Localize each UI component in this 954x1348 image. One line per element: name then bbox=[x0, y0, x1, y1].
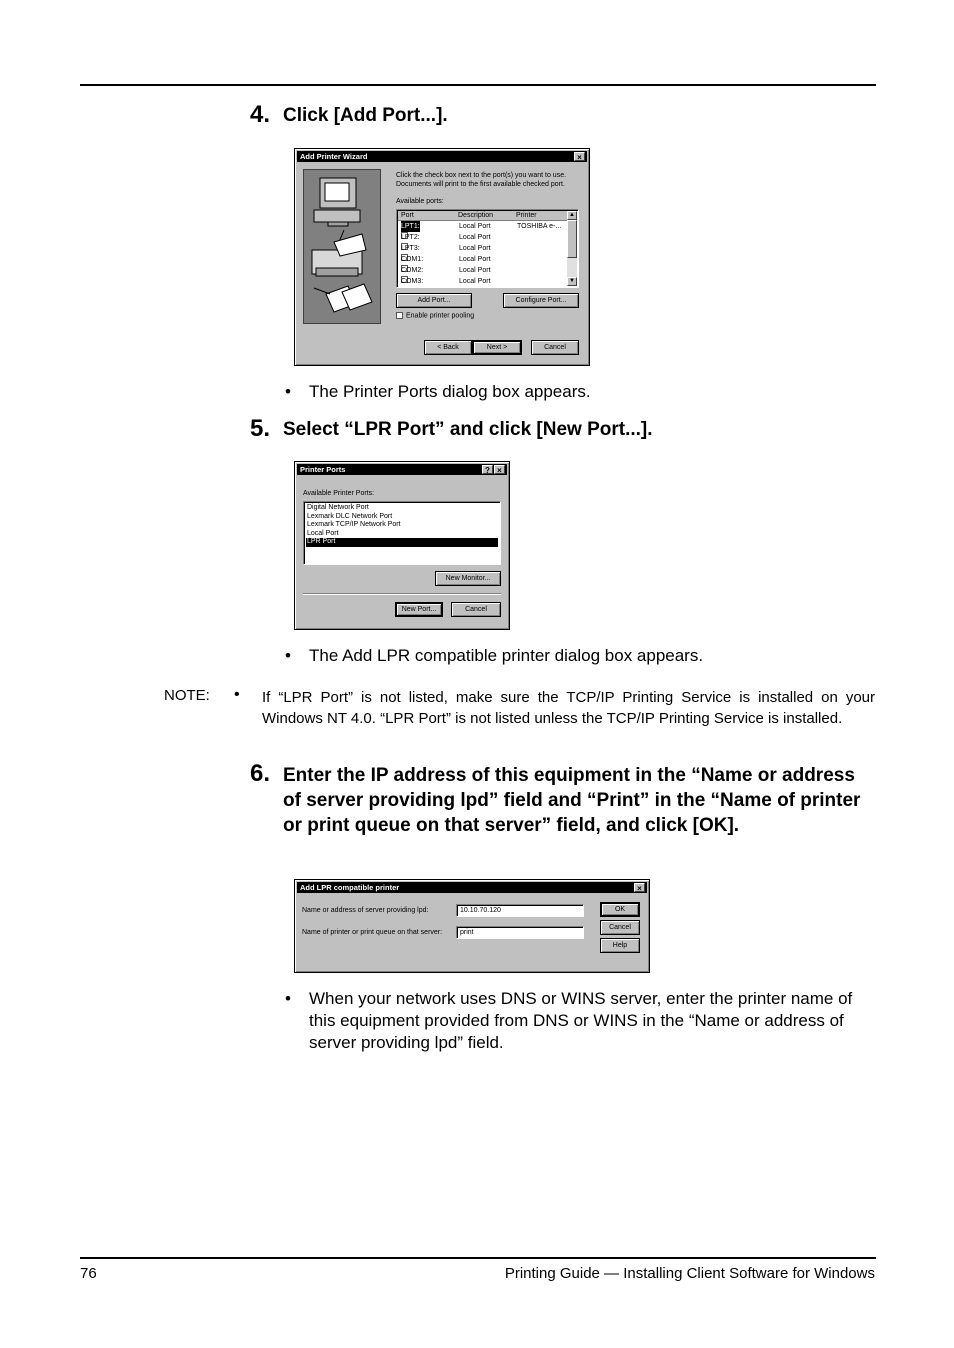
ports-table[interactable] bbox=[396, 209, 579, 288]
bullet-text: When your network uses DNS or WINS server, enter the printer name of this equipment provided from DNS or WINS in the “Name or address of server providing lpd” field. bbox=[309, 989, 853, 1052]
available-printer-ports-label: Available Printer Ports: bbox=[303, 490, 375, 497]
footer-rule bbox=[80, 1257, 876, 1259]
port-name: LPT1: bbox=[401, 223, 420, 230]
footer-title: Printing Guide — Installing Client Software for Windows bbox=[504, 1265, 875, 1282]
help-icon[interactable]: ? bbox=[482, 465, 493, 474]
cancel-button[interactable]: Cancel bbox=[531, 340, 579, 355]
port-name: COM2: bbox=[401, 267, 424, 274]
wizard-illustration bbox=[303, 169, 381, 324]
bullet-text: The Add LPR compatible printer dialog box appears. bbox=[309, 646, 704, 665]
port-description: Local Port bbox=[459, 256, 491, 263]
wizard-instruction: Click the check box next to the port(s) you want to use. Documents will print to the first available checked port. bbox=[396, 172, 567, 188]
printer-pooling-option[interactable] bbox=[396, 312, 474, 319]
port-description: Local Port bbox=[459, 223, 491, 230]
scroll-down-icon[interactable]: ▼ bbox=[567, 277, 577, 286]
step-6-text: Enter the IP address of this equipment in the “Name or address of server providing lpd” field and “Print” in the “Name of printer or print queue on that server” field, and click [OK]. bbox=[283, 765, 861, 836]
server-address-label: Name or address of server providing lpd: bbox=[302, 907, 429, 914]
bullet-glyph: • bbox=[285, 989, 291, 1008]
dialog-title-bar bbox=[297, 151, 587, 162]
port-name: COM3: bbox=[401, 278, 424, 285]
dialog-title-bar bbox=[297, 882, 647, 893]
available-ports-label: Available ports: bbox=[396, 198, 444, 205]
pooling-label: Enable printer pooling bbox=[406, 312, 475, 320]
port-description: Local Port bbox=[459, 234, 491, 241]
print-queue-label: Name of printer or print queue on that server: bbox=[302, 929, 443, 936]
list-item[interactable]: Lexmark DLC Network Port bbox=[307, 512, 393, 520]
port-name: COM1: bbox=[401, 256, 424, 263]
scroll-thumb[interactable] bbox=[567, 220, 577, 258]
list-item[interactable]: Local Port bbox=[307, 529, 339, 537]
printer-ports-dialog bbox=[294, 461, 510, 630]
close-icon[interactable]: × bbox=[574, 152, 585, 161]
port-name: LPT3: bbox=[401, 245, 420, 252]
port-description: Local Port bbox=[459, 245, 491, 252]
step-4-text: Click [Add Port...]. bbox=[283, 105, 448, 126]
step-6-number: 6. bbox=[250, 760, 271, 787]
list-item[interactable]: Digital Network Port bbox=[307, 504, 369, 511]
port-description: Local Port bbox=[459, 278, 491, 285]
printer-computer-icon bbox=[304, 170, 380, 323]
server-address-input[interactable] bbox=[456, 904, 584, 917]
print-queue-value: print bbox=[460, 929, 474, 936]
col-description[interactable]: Description bbox=[458, 212, 494, 219]
cancel-button[interactable]: Cancel bbox=[600, 920, 640, 935]
dialog-title: Printer Ports bbox=[300, 465, 346, 474]
header-rule bbox=[80, 84, 876, 86]
dialog-title-bar bbox=[297, 464, 507, 475]
scroll-up-icon[interactable]: ▲ bbox=[567, 211, 577, 220]
step-5-number: 5. bbox=[250, 415, 271, 442]
pooling-checkbox[interactable] bbox=[396, 312, 403, 319]
close-icon[interactable]: × bbox=[494, 465, 505, 474]
port-description: Local Port bbox=[459, 267, 491, 274]
list-item-selected[interactable]: LPR Port bbox=[306, 538, 498, 547]
back-button[interactable]: < Back bbox=[424, 340, 472, 355]
cancel-button[interactable]: Cancel bbox=[451, 602, 501, 617]
next-button[interactable]: Next > bbox=[472, 340, 522, 355]
bullet-dns-wins bbox=[285, 988, 877, 1054]
ports-table-header bbox=[398, 211, 567, 221]
list-item[interactable]: Lexmark TCP/IP Network Port bbox=[307, 521, 401, 528]
separator bbox=[303, 593, 501, 595]
configure-port-button[interactable]: Configure Port... bbox=[503, 293, 579, 308]
server-address-value: 10.10.70.120 bbox=[460, 907, 501, 914]
printer-ports-list[interactable] bbox=[303, 501, 501, 565]
add-lpr-printer-dialog bbox=[294, 879, 650, 973]
help-button[interactable]: Help bbox=[600, 938, 640, 953]
step-5-text: Select “LPR Port” and click [New Port...]. bbox=[283, 419, 653, 440]
bullet-glyph: • bbox=[285, 646, 291, 665]
bullet-glyph: • bbox=[285, 382, 291, 401]
col-port[interactable]: Port bbox=[401, 212, 414, 219]
dialog-title: Add LPR compatible printer bbox=[300, 883, 400, 892]
port-printer: TOSHIBA e-... bbox=[517, 223, 562, 230]
add-printer-wizard-dialog bbox=[294, 148, 590, 366]
port-name: LPT2: bbox=[401, 234, 420, 241]
close-icon[interactable]: × bbox=[634, 883, 645, 892]
print-queue-input[interactable] bbox=[456, 926, 584, 939]
new-port-button[interactable]: New Port... bbox=[395, 602, 443, 617]
page-number: 76 bbox=[80, 1265, 97, 1282]
bullet-add-lpr-appears bbox=[285, 645, 869, 667]
ports-scrollbar[interactable] bbox=[567, 211, 577, 286]
bullet-printer-ports-appears bbox=[285, 381, 869, 403]
ok-button[interactable]: OK bbox=[600, 902, 640, 917]
note-bullet: • bbox=[234, 686, 240, 703]
new-monitor-button[interactable]: New Monitor... bbox=[435, 571, 501, 586]
note-label: NOTE: bbox=[164, 687, 210, 704]
bullet-text: The Printer Ports dialog box appears. bbox=[309, 382, 591, 401]
add-port-button[interactable]: Add Port... bbox=[396, 293, 472, 308]
col-printer[interactable]: Printer bbox=[516, 212, 537, 219]
dialog-title: Add Printer Wizard bbox=[300, 152, 368, 161]
note-text: If “LPR Port” is not listed, make sure the TCP/IP Printing Service is installed on your Windows NT 4.0. “LPR Port” is not listed unless the TCP/IP Printing Service is installed. bbox=[262, 689, 875, 727]
step-4-number: 4. bbox=[250, 101, 271, 128]
